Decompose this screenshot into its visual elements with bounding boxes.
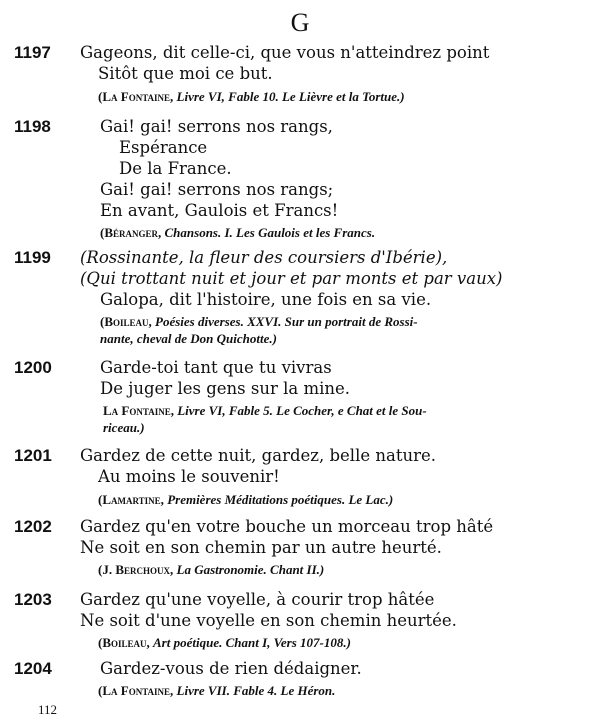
verse-line: Gardez qu'en votre bouche un morceau trop hâté xyxy=(80,517,494,536)
verse-line: Gageons, dit celle-ci, que vous n'atteindrez point xyxy=(80,43,490,62)
source-work: Poésies diverses. XXVI. Sur un portrait de Rossi- xyxy=(155,314,418,329)
source-citation-continued xyxy=(103,419,145,436)
verse-line: De juger les gens sur la mine. xyxy=(100,379,351,398)
verse-line: Garde-toi tant que tu vivras xyxy=(100,358,332,377)
source-work: Art poétique. Chant I, Vers 107-108.) xyxy=(153,635,351,650)
source-citation xyxy=(100,313,418,330)
verse-line: Sitôt que moi ce but. xyxy=(98,64,273,83)
source-author: (J. Berchoux, xyxy=(98,562,174,577)
source-work: La Gastronomie. Chant II.) xyxy=(176,562,325,577)
source-author: (Lamartine, xyxy=(98,492,164,507)
entry-number: 1198 xyxy=(14,117,51,136)
entry-number: 1202 xyxy=(14,517,52,536)
verse-line: Galopa, dit l'histoire, une fois en sa vie. xyxy=(100,290,432,309)
source-author: (La Fontaine, xyxy=(98,89,174,104)
source-work: Livre VII. Fable 4. Le Héron. xyxy=(176,683,336,698)
source-citation xyxy=(103,402,427,419)
source-citation xyxy=(98,491,393,508)
source-work: nante, cheval de Don Quichotte.) xyxy=(100,331,277,346)
verse-line: Gai! gai! serrons nos rangs, xyxy=(100,117,333,136)
verse-line: Au moins le souvenir! xyxy=(98,467,280,486)
verse-line: Gardez qu'une voyelle, à courir trop hâtée xyxy=(80,590,435,609)
source-author: (La Fontaine, xyxy=(98,683,174,698)
source-citation xyxy=(98,634,351,651)
verse-line: Espérance xyxy=(119,138,208,157)
source-citation xyxy=(98,682,335,699)
verse-line: De la France. xyxy=(119,159,232,178)
entry-number: 1204 xyxy=(14,659,52,678)
entry-number: 1197 xyxy=(14,43,51,62)
verse-line: Gardez de cette nuit, gardez, belle nature. xyxy=(80,446,436,465)
source-work: Livre VI, Fable 10. Le Lièvre et la Tortue.) xyxy=(176,89,405,104)
source-author: (Béranger, xyxy=(100,225,162,240)
verse-line: En avant, Gaulois et Francs! xyxy=(100,201,339,220)
source-work: riceau.) xyxy=(103,420,145,435)
source-work: Chansons. I. Les Gaulois et les Francs. xyxy=(164,225,376,240)
verse-line: Gardez-vous de rien dédaigner. xyxy=(100,659,362,678)
source-work: Premières Méditations poétiques. Le Lac.) xyxy=(167,492,394,507)
entry-number: 1200 xyxy=(14,358,52,377)
verse-line: Gai! gai! serrons nos rangs; xyxy=(100,180,334,199)
source-citation-continued xyxy=(100,330,277,347)
entry-number: 1203 xyxy=(14,590,52,609)
verse-line: (Rossinante, la fleur des coursiers d'Ibérie), xyxy=(80,248,448,267)
entry-number: 1199 xyxy=(14,248,51,267)
source-author: (Boileau, xyxy=(98,635,150,650)
verse-line: Ne soit d'une voyelle en son chemin heurtée. xyxy=(80,611,457,630)
verse-line: Ne soit en son chemin par un autre heurté. xyxy=(80,538,442,557)
verse-line: (Qui trottant nuit et jour et par monts et par vaux) xyxy=(80,269,503,288)
source-citation xyxy=(98,561,324,578)
source-citation xyxy=(98,88,405,105)
entry-number: 1201 xyxy=(14,446,52,465)
page-number: 112 xyxy=(38,702,58,717)
source-citation xyxy=(100,224,375,241)
source-work: Livre VI, Fable 5. Le Cocher, e Chat et le Sou- xyxy=(177,403,427,418)
section-letter: G xyxy=(290,8,310,37)
source-author: (Boileau, xyxy=(100,314,152,329)
source-author: La Fontaine, xyxy=(103,403,174,418)
